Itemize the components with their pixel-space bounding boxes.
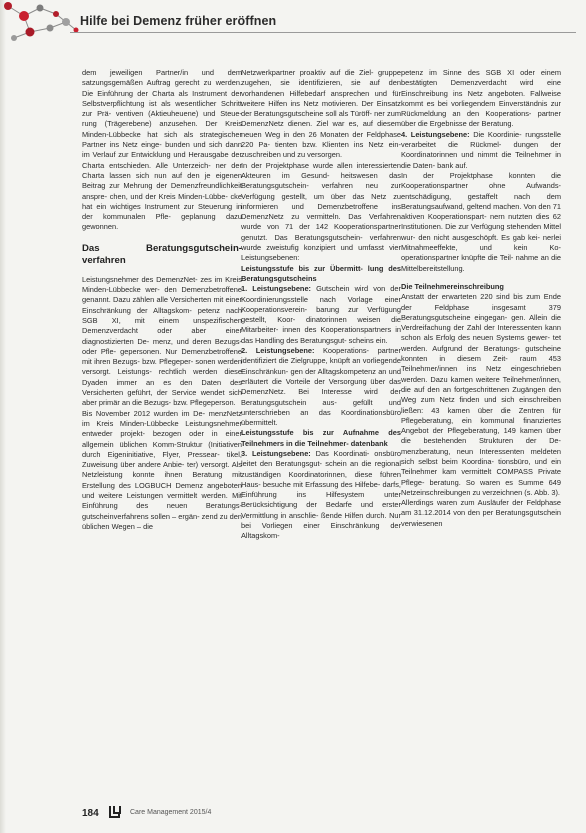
paragraph-text: Gutschein wird von der Koordinierungsstelle nach Vorlage einer Kooperationsverein- barung zur Verfügung gestellt, Koor- dinatorinnen weisen die Mitarbeiter- innen des Kooperationspartners in das Handling des Beratungsgut- scheins ein. [241, 284, 401, 345]
paragraph-lead: 2. Leistungsebene: [241, 346, 315, 356]
paragraph-text: Das Koordinati- onsbüro leitet den Beratungsgut- schein an die regional zuständigen Koordinatorinnen, diese führen Haus- besuche mit Erfassung des Hilfebe- darfs, Einführung ins Hilfesystem unter Berücksichtigung der Bedarfe und erster Vermittlung in anschlie- ßende Hilfen durch. Nur bei Vorliegen einer Einschränkung der Alltagskom- [241, 448, 401, 541]
paragraph: Allerdings waren zum Ausläufer der Feldphase am 31.12.2014 von den per Beratungsgutschein verwiesenen [401, 498, 561, 528]
journal-logo-icon [108, 804, 122, 820]
text-column-1 [82, 68, 242, 532]
paragraph [401, 130, 561, 171]
paragraph: Leistungsnehmer des DemenzNet- zes im Kreis Minden-Lübbecke wer- den Demenzbetroffene genannt. Dazu zählen alle Versicherten mit einer Einschränkung der Alltagskom- petenz nach SGB XI, mit einem unspezifischen Demenzverdacht oder aber einer diagnostizierten De- menz, und deren Bezugs- oder Pfle- gepersonen. Nur Demenzbetroffene mit ihren Bezugs- bzw. Pflegeper- sonen werden versorgt. Leistungs- rechtlich werden diese Dyaden immer an es den Daten des Versicherten geführt, der Service wendet sich aber primär an die Bezugs- bzw. Pflegeperson. [82, 274, 242, 408]
text-column-3 [401, 68, 561, 529]
subheading: Leistungsstufe bis zur Aufnahme des Teilnehmers in die Teilnehmer- datenbank [241, 428, 401, 448]
paragraph [241, 346, 401, 428]
paragraph-lead: 3. Leistungsebene: [241, 448, 311, 458]
paragraph-text: Die Koordinie- rungsstelle verarbeitet die Rückmel- dungen der Koordinatorinnen und nimmt die Teilnehmer in die Daten- bank auf. [401, 129, 561, 170]
text-column-2 [241, 68, 401, 542]
subheading: Leistungsstufe bis zur Übermitt- lung des Beratungsgutscheins [241, 263, 401, 283]
page-number: 184 [82, 808, 99, 819]
paragraph: Bis November 2012 wurden im De- menzNetz im Kreis Minden-Lübbecke Leistungsnehmer entweder projekt- bezogen oder in einer allgemein üblichen Komm-Struktur (Initiativen durch Eigeninitiative, Flyer, Pressear- tikel, Zuweisung über andere Anbie- ter) versorgt. Als Netzleistung konnte ihnen Beratung mit Erstellung des LOGBUCH Demenz angeboten und weitere Leistungen vermittelt werden. Mit Einführung des neuen Beratungs- gutscheinverfahrens sollen – ergän- zend zu den üblichen Wegen – die [82, 408, 242, 531]
page-header-title: Hilfe bei Demenz früher eröffnen [80, 14, 277, 28]
paragraph-text: Kooperations- partner identifiziert die Zielgruppe, knüpft an vorliegende Einschränkun- gen der Alltagskompetenz an und erläutert die Vorteile der Versorgung über das DemenzNetz. Bei Interesse wird der Beratungsgutschein aus- gefüllt und unterschrieben an das Koordinationsbüro übermittelt. [241, 346, 401, 428]
molecule-logo-icon [0, 0, 80, 48]
paragraph-lead: 4. Leistungsebene: [401, 129, 470, 139]
paragraph: In der Projektphase wurde allen interessierten Akteuren im Gesund- heitswesen das Beratungsgutschein- verfahren neu zur Verfügung gestellt, um über das Netz zu informieren und Demenzbetroffene ins DemenzNetz zu vermitteln. Das Verfahren wurde von 71 der 142 Kooperationspartner genutzt. Das Beratungsgutschein- verfahren wurde zweistufig konzipiert und umfasst vier Leistungsebenen: [241, 160, 401, 263]
subsection-heading: Die Teilnehmereinschreibung [401, 281, 504, 291]
page-header [0, 0, 586, 48]
paragraph [241, 449, 401, 542]
journal-name: Care Management 2015/4 [130, 809, 212, 816]
header-divider [70, 32, 576, 33]
paragraph: Anstatt der erwarteten 220 sind bis zum Ende der Feldphase insgesamt 379 Beratungsgutscheine eingegan- gen. Allein die Verdreifachung der Zahl der Interessenten kann schon als Erfolg des neuen Systems gewer- tet werden. Aufgrund der Beratungs- gutscheine konnten in diesem Zeit- raum 453 Teilnehmer/innen ins Netz eingeschrieben werden. Dazu kamen weitere Teilnehmer/innen, die auf den an fortgeschrittenen Zugängen den Weg zum Netz finden und sich einschreiben ließen: 43 kamen über die Zentren für Pflegeberatung, ein kommunal finanziertes Angebot der Pflegeberatung, 149 kamen über die bestehenden Strukturen der De- menzberatung, neun Interessenten meldeten sich selbst beim Koordina- tionsbüro, und ein Teilnehmer kam vermittelt COMPASS Private Pflege- beratung. So waren es Summe 649 Netzeinschreibungen zu verzeichnen (s. Abb. 3). [401, 292, 561, 497]
page-spine-shadow [0, 0, 6, 833]
paragraph: In der Projektphase konnten die Kooperationspartner ohne Aufwands- entschädigung, gestaffelt nach dem Beratungsaufwand, geltend machen. Von den 71 aktiven Kooperationspart- nern nutzten dies 62 Institutionen. Die zur Verfügung stehenden Mittel wur- den nicht ausgeschöpft. Es gab kei- nerlei Mitnahmeeffekte, und kein Ko- operationspartner knüpfte die Teil- nahme an die Mittelbereitstellung. [401, 170, 561, 273]
paragraph [241, 284, 401, 346]
section-heading: Das Beratungsgutschein- verfahren [82, 242, 242, 266]
paragraph: petenz im Sinne des SGB XI oder einem bestätigten Demenzverdacht wird eine Einschreibung ins Netz angeboten. Fallweise kommt es bei vorliegendem Einverständnis zur Rückmeldung an den Kooperations- partner über die Ergebnisse der Beratung. [401, 68, 561, 129]
paragraph-lead: 1. Leistungsebene: [241, 284, 312, 294]
paragraph: Netzwerkpartner proaktiv auf die Ziel- gruppe zugehen, sie identifizieren, sie auf den vorhandenen Hilfebedarf ansprechen und für weitere Hilfen ins Netz motivieren. Der Einsatz der Beratungsgutscheine soll als Türöff- ner zum DemenzNetz dienen. Ziel war es, auf diesem neuen Weg in den 26 Monaten der Feldphase 220 Pa- tienten bzw. Klienten ins Netz ein- zuschreiben und zu versorgen. [241, 68, 401, 160]
paragraph: dem jeweiligen Partner/in und dem satzungsgemäßen Auftrag gerecht zu werden. Die Einführung der Charta als Instrument der Selbstverpflichtung ist als wesentlicher Schritt zur Prä- ventiven (Aktieuheuene) und Steue- rung (Trägerebene) anzusehen. Der Kreis Minden-Lübbecke hat sich als strategischer Partner ins Netz einge- bunden und sich dann im Verlauf zur Entwicklung und Herausgabe der Charta entschieden. Alle Unterzeich- ner der Charta lassen sich nun auf den je eigenen Beitrag zur Mehrung der Demenzfreundlichkeit anspre- chen, und der Kreis Minden-Lübbe- cke hat ein wichtiges Instrument zur Steuerung in der kommunalen Pfle- geplanung dazu gewonnen. [82, 68, 242, 232]
